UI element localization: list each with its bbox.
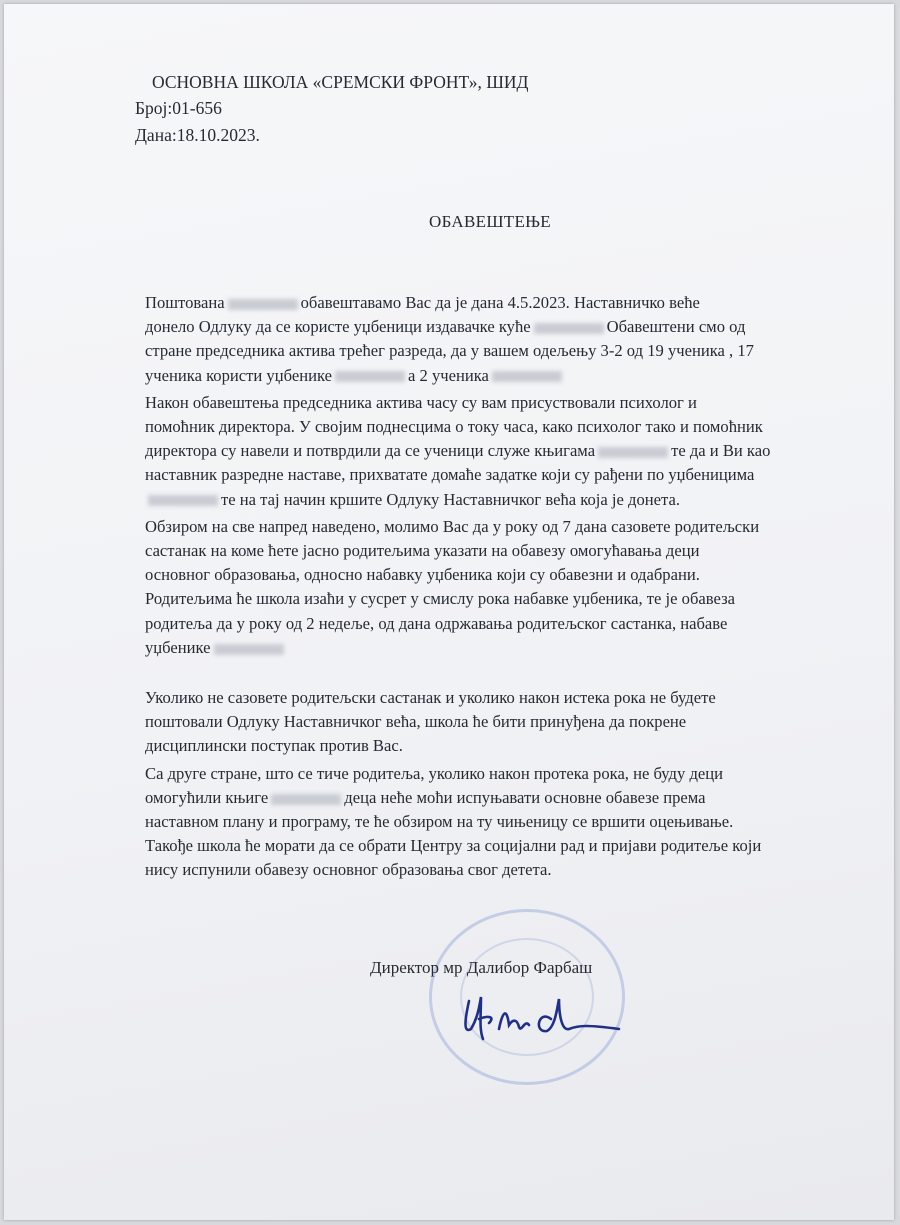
- text-segment: Са друге стране, што се тиче родитеља, уколико након протека рока, не буду деци: [145, 763, 724, 783]
- redacted-text: [228, 299, 298, 310]
- text-line: [145, 587, 865, 611]
- text-segment: ученика користи уџбенике: [145, 365, 332, 385]
- text-segment: Обзиром на све напред наведено, молимо Вас да у року од 7 дана сазовете родитељски: [145, 516, 760, 536]
- text-segment: Такође школа ће морати да се обрати Центру за социјални рад и пријави родитеље који: [145, 836, 762, 856]
- text-line: [145, 734, 865, 758]
- text-segment: обавештавамо Вас да је дана 4.5.2023. Наставничко веће: [300, 293, 700, 312]
- text-line: [145, 339, 865, 363]
- text-segment: омогућили књиге: [145, 787, 269, 807]
- signatory-label: Директор мр Далибор Фарбаш: [370, 958, 593, 977]
- text-segment: деца неће моћи испуњавати основне обавезе према: [344, 787, 706, 807]
- text-segment: наставном плану и програму, те ће обзиром на ту чињеницу се вршити оцењивање.: [145, 812, 734, 832]
- text-segment: помоћник директора. У својим поднесцима о току часа, како психолог тако и помоћник: [145, 417, 763, 437]
- text-line: [145, 488, 865, 512]
- text-segment: те да и Ви као: [671, 441, 771, 461]
- paragraph: [145, 515, 865, 660]
- text-segment: нису испунили обавезу основног образовања свог детета.: [145, 860, 552, 880]
- text-line: [145, 786, 865, 810]
- paragraph: [145, 686, 865, 759]
- text-line: [145, 439, 865, 463]
- document-number: Број:01-656: [135, 98, 222, 118]
- text-line: [145, 858, 865, 882]
- text-segment: те на тај начин кршите Одлуку Наставничког већа која је донета.: [221, 489, 680, 509]
- text-segment: основног образовања, односно набавку уџбеника који су обавезни и одабрани.: [145, 565, 700, 585]
- paragraph: [145, 391, 865, 512]
- text-segment: стране председника актива трећег разреда, да у вашем одељењу 3-2 од 19 ученика , 17: [145, 341, 754, 361]
- text-line: [145, 563, 865, 587]
- text-segment: донело Одлуку да се користе уџбеници издавачке куће: [145, 317, 531, 337]
- redacted-text: [534, 323, 604, 334]
- redacted-text: [492, 371, 562, 382]
- text-line: [145, 612, 865, 636]
- text-segment: поштовали Одлуку Наставничког већа, школа ће бити принуђена да покрене: [145, 712, 687, 732]
- text-line: [145, 539, 865, 563]
- redacted-text: [271, 794, 341, 805]
- redacted-text: [335, 371, 405, 382]
- text-line: [145, 710, 865, 734]
- text-segment: директора су навели и потврдили да се ученици служе књигама: [145, 441, 596, 461]
- text-segment: Поштована: [145, 293, 225, 312]
- paragraph: [145, 762, 865, 883]
- document-page: [4, 4, 894, 1220]
- text-line: [145, 810, 865, 834]
- redacted-text: [214, 644, 284, 655]
- school-name: ОСНОВНА ШКОЛА «СРЕМСКИ ФРОНТ», ШИД: [152, 72, 529, 92]
- redacted-text: [598, 447, 668, 458]
- text-segment: Родитељима ће школа изаћи у сусрет у смислу рока набавке уџбеника, те је обавеза: [145, 589, 736, 609]
- text-line: [145, 762, 865, 786]
- redacted-text: [148, 495, 218, 506]
- text-line: [145, 686, 865, 710]
- text-segment: Уколико не сазовете родитељски састанак и уколико након истека рока не будете: [145, 688, 716, 708]
- text-segment: родитеља да у року од 2 недеље, од дана одржавања родитељског састанка, набаве: [145, 613, 728, 633]
- text-line: [145, 364, 865, 388]
- text-segment: Обавештени смо од: [606, 317, 746, 337]
- text-line: [145, 315, 865, 339]
- document-date: Дана:18.10.2023.: [135, 125, 260, 145]
- text-segment: наставник разредне наставе, прихватате домаће задатке који су рађени по уџбеницима: [145, 465, 755, 485]
- handwritten-signature: [459, 989, 629, 1049]
- paragraph: [145, 291, 865, 388]
- text-line: [145, 636, 865, 660]
- text-segment: Након обавештења председника актива часу су вам присуствовали психолог и: [145, 392, 697, 412]
- text-segment: а 2 ученика: [407, 365, 489, 385]
- text-line: [145, 291, 865, 315]
- text-segment: уџбенике: [145, 637, 211, 657]
- text-line: [145, 415, 865, 439]
- text-line: [145, 463, 865, 487]
- document-title: ОБАВЕШТЕЊЕ: [429, 212, 551, 231]
- text-line: [145, 515, 865, 539]
- text-segment: састанак на коме ћете јасно родитељима указати на обавезу омогућавања деци: [145, 541, 700, 561]
- text-segment: дисциплински поступак против Вас.: [145, 736, 403, 756]
- document-body: [145, 291, 865, 886]
- text-line: [145, 834, 865, 858]
- text-line: [145, 391, 865, 415]
